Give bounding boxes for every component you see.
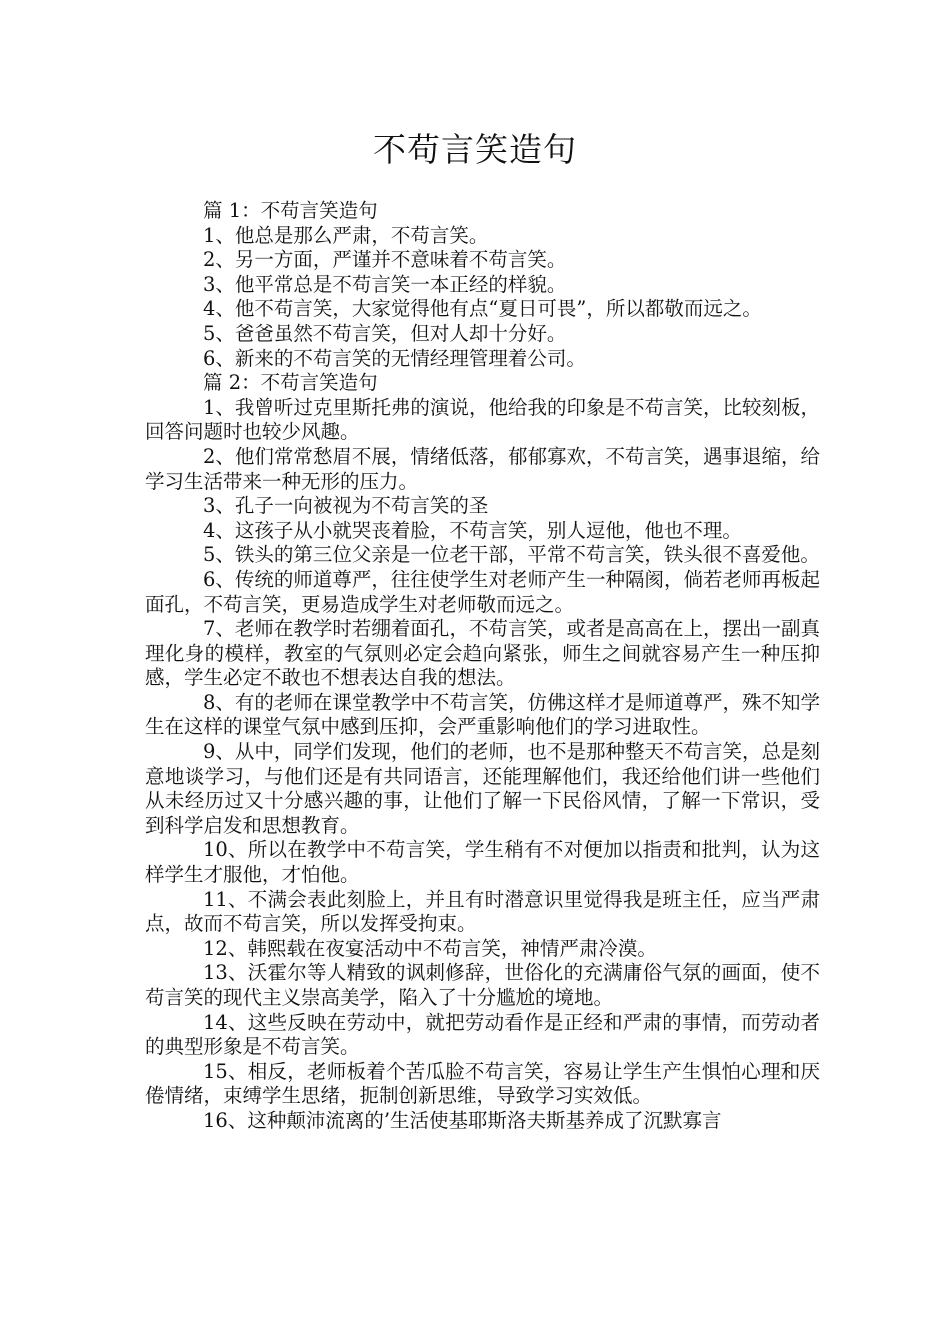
paragraph: 9、从中，同学们发现，他们的老师，也不是那种整天不苟言笑，总是刻意地谈学习，与他们还是有共同语言，还能理解他们，我还给他们讲一些他们从未经历过又十分感兴趣的事，让他们了解一下民俗风情，了解一下常识，受到科学启发和思想教育。 <box>145 740 820 837</box>
paragraph: 6、新来的不苟言笑的无情经理管理着公司。 <box>203 346 586 370</box>
paragraph: 6、传统的师道尊严，往往使学生对老师产生一种隔阂，倘若老师再板起面孔，不苟言笑，更易造成学生对老师敬而远之。 <box>145 567 820 616</box>
paragraph: 16、这种颠沛流离的’生活使基耶斯洛夫斯基养成了沉默寡言 <box>203 1108 722 1132</box>
paragraph: 3、他平常总是不苟言笑一本正经的样貌。 <box>203 272 567 296</box>
paragraph: 5、铁头的第三位父亲是一位老干部，平常不苟言笑，铁头很不喜爱他。 <box>203 543 820 567</box>
paragraph: 3、孔子一向被视为不苟言笑的圣 <box>203 494 489 518</box>
paragraph: 12、韩熙载在夜宴活动中不苟言笑，神情严肃冷漠。 <box>203 936 657 960</box>
paragraph: 4、他不苟言笑，大家觉得他有点“夏日可畏”，所以都敬而远之。 <box>203 297 762 321</box>
paragraph: 5、爸爸虽然不苟言笑，但对人却十分好。 <box>203 321 567 345</box>
document-body <box>145 199 820 1134</box>
paragraph: 4、这孩子从小就哭丧着脸，不苟言笑，别人逗他，他也不理。 <box>203 518 742 542</box>
paragraph: 13、沃霍尔等人精致的讽刺修辞，世俗化的充满庸俗气氛的画面，使不苟言笑的现代主义崇高美学，陷入了十分尴尬的境地。 <box>145 961 820 1009</box>
paragraph: 14、这些反映在劳动中，就把劳动看作是正经和严肃的事情，而劳动者的典型形象是不苟言笑。 <box>145 1010 820 1059</box>
paragraph: 篇 2：不苟言笑造句 <box>203 371 378 395</box>
paragraph: 2、他们常常愁眉不展，情绪低落，郁郁寡欢，不苟言笑，遇事退缩，给学习生活带来一种无形的压力。 <box>145 444 820 493</box>
paragraph: 1、他总是那么严肃，不苟言笑。 <box>203 223 489 247</box>
paragraph: 10、所以在教学中不苟言笑，学生稍有不对便加以指责和批判，认为这样学生才服他，才怕他。 <box>145 838 820 887</box>
paragraph: 1、我曾听过克里斯托弗的演说，他给我的印象是不苟言笑，比较刻板，回答问题时也较少风趣。 <box>145 395 820 444</box>
paragraph: 8、有的老师在课堂教学中不苟言笑，仿佛这样才是师道尊严，殊不知学生在这样的课堂气氛中感到压抑，会严重影响他们的学习进取性。 <box>145 690 820 739</box>
paragraph: 篇 1：不苟言笑造句 <box>203 199 378 222</box>
paragraph: 2、另一方面，严谨并不意味着不苟言笑。 <box>203 248 567 272</box>
paragraph: 11、不满会表此刻脸上，并且有时潜意识里觉得我是班主任，应当严肃点，故而不苟言笑，所以发挥受拘束。 <box>145 887 820 936</box>
document-title: 不苟言笑造句 <box>373 130 577 169</box>
paragraph: 7、老师在教学时若绷着面孔，不苟言笑，或者是高高在上，摆出一副真理化身的模样，教室的气氛则必定会趋向紧张，师生之间就容易产生一种压抑感，学生必定不敢也不想表达自我的想法。 <box>145 617 820 690</box>
paragraph: 15、相反，老师板着个苦瓜脸不苟言笑，容易让学生产生惧怕心理和厌倦情绪，束缚学生思绪，扼制创新思维，导致学习实效低。 <box>145 1059 820 1108</box>
